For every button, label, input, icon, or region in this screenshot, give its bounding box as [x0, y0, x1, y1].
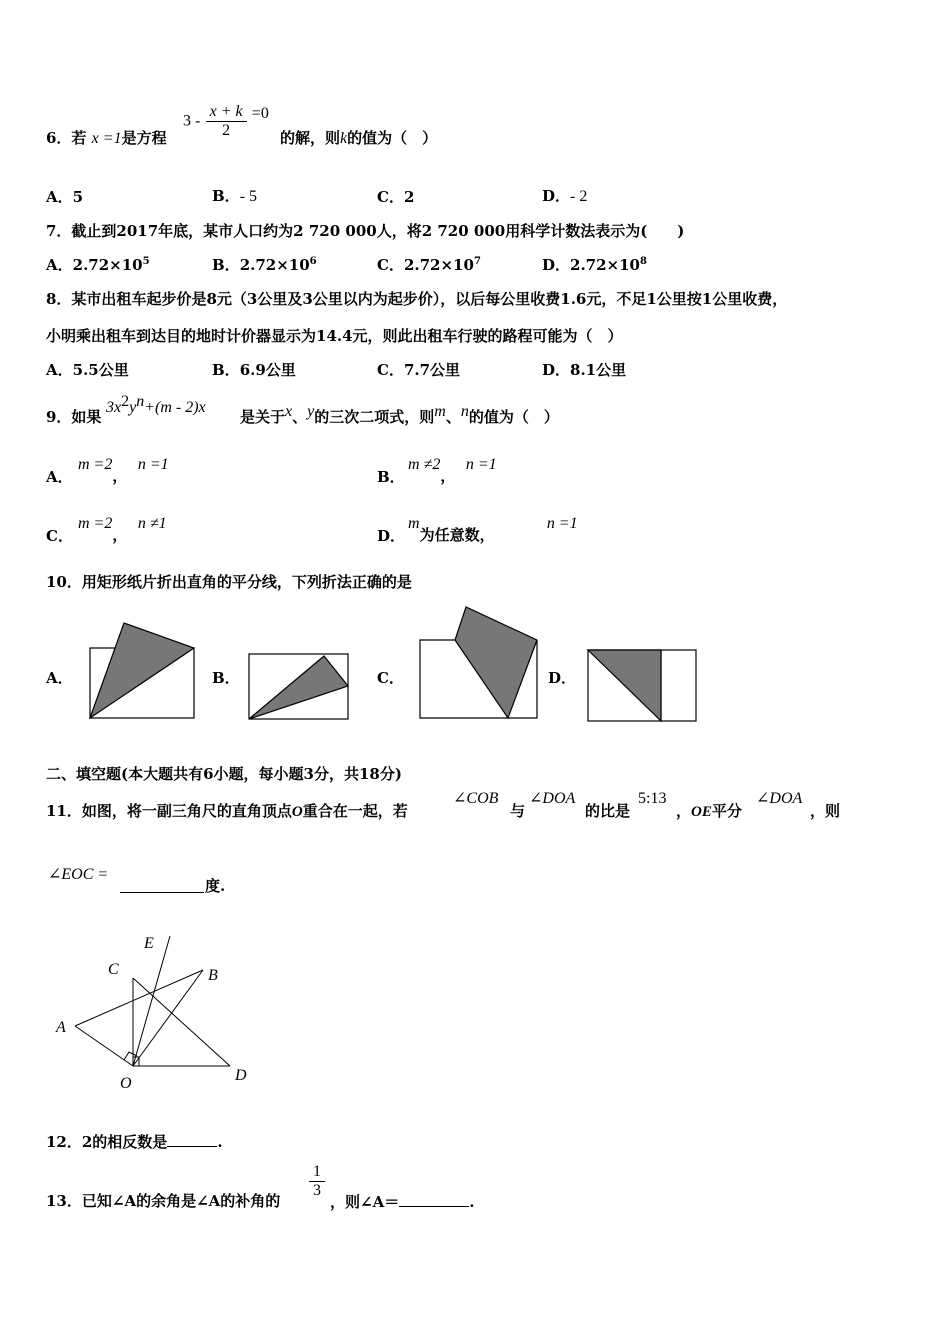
q6-fraction: $\frac{x + k}{2}$ [206, 103, 247, 140]
q11-part1: 11．如图，将一副三角尺的直角顶点O重合在一起，若 [46, 802, 408, 820]
q12-answer-blank[interactable] [167, 1131, 217, 1147]
q9-option-c: m =2， n ≠1 [78, 515, 167, 544]
q6-equation: 3 - $\frac{x + k}{2}$ =0 [183, 103, 269, 139]
q9-expression: $3x^2y^n+(m - 2)x$ [106, 393, 206, 416]
point-label-b: B [208, 967, 218, 984]
q9-tail: 是关于x、y的三次二项式，则m、n的值为（ ） [240, 403, 559, 426]
q9-option-d-label: D． [377, 527, 406, 545]
q13-answer-blank[interactable] [399, 1191, 469, 1207]
point-label-d: D [235, 1067, 247, 1084]
q6-number: 6．若 [46, 129, 87, 147]
q10-label-c: C． [377, 669, 404, 687]
q11-part3: 与 [510, 802, 526, 820]
q11-eoc: ∠EOC = [48, 866, 109, 883]
q6-option-a: A．5 [46, 188, 84, 206]
point-label-e: E [144, 935, 154, 952]
q11-ratio: 5:13 [638, 790, 667, 807]
q6-stem: 6．若 x =1是方程 [46, 129, 167, 147]
q7-option-c: C．$2.72\times 10^7$ [377, 256, 481, 274]
point-label-o: O [120, 1075, 132, 1092]
q11-part7: ，则 [810, 802, 841, 820]
q6-option-d: D．- 2 [542, 187, 588, 205]
q11-angle-doa-2: ∠DOA [756, 790, 803, 807]
q13-fraction: $\frac{1}{3}$ [309, 1163, 325, 1200]
q6-option-c: C．2 [377, 188, 415, 206]
q13-tail: ，则∠A＝ . [330, 1193, 475, 1211]
q9-option-a: m =2， n =1 [78, 456, 169, 485]
q13-stem: 13．已知∠A的余角是∠A的补角的 [46, 1192, 281, 1210]
q6-x-value: x =1 [91, 130, 122, 147]
q9-option-c-label: C． [46, 527, 73, 545]
q6-tail: 的解，则k的值为（ ） [280, 129, 438, 147]
q7-option-d: D．$2.72\times 10^8$ [542, 256, 647, 274]
q8-option-c: C．7.7公里 [377, 361, 461, 379]
q12-stem: 12．2的相反数是 . [46, 1133, 223, 1151]
q8-stem-line2: 小明乘出租车到达目的地时计价器显示为14.4元，则此出租车行驶的路程可能为（ ） [46, 327, 623, 345]
q11-angle-doa: ∠DOA [529, 790, 576, 807]
q6-option-b: B．- 5 [212, 187, 258, 205]
q7-option-b: B．$2.72\times 10^6$ [212, 256, 317, 274]
q9-option-d: m为任意数， n =1 [408, 515, 578, 544]
point-label-a: A [56, 1019, 66, 1036]
q8-option-b: B．6.9公里 [212, 361, 296, 379]
q10-stem: 10．用矩形纸片折出直角的平分线，下列折法正确的是 [46, 573, 412, 591]
q9-option-b: m ≠2， n =1 [408, 456, 497, 485]
q7-option-a: A．$2.72\times 10^5$ [46, 256, 150, 274]
q8-option-a: A．5.5公里 [46, 361, 129, 379]
q10-label-d: D． [548, 669, 577, 687]
q11-angle-cob: ∠COB [453, 790, 499, 807]
q8-stem-line1: 8．某市出租车起步价是8元（3公里及3公里以内为起步价），以后每公里收费1.6元，不足1公里按1公里收费， [46, 290, 788, 308]
q10-label-a: A． [46, 669, 73, 687]
q8-option-d: D．8.1公里 [542, 361, 627, 379]
q11-unit: 度. [205, 877, 226, 895]
q7-stem: 7．截止到2017年底，某市人口约为2 720 000人，将2 720 000用科学计数法表示为( ) [46, 222, 685, 240]
q11-part4: 的比是 [585, 802, 631, 820]
q11-part5: ，OE平分 [676, 802, 742, 820]
q9-option-b-label: B． [377, 468, 405, 486]
point-label-c: C [108, 961, 119, 978]
q9-option-a-label: A． [46, 468, 73, 486]
q10-label-b: B． [212, 669, 240, 687]
q9-number: 9．如果 [46, 408, 102, 426]
section-2-heading: 二、填空题(本大题共有6小题，每小题3分，共18分) [46, 765, 402, 783]
